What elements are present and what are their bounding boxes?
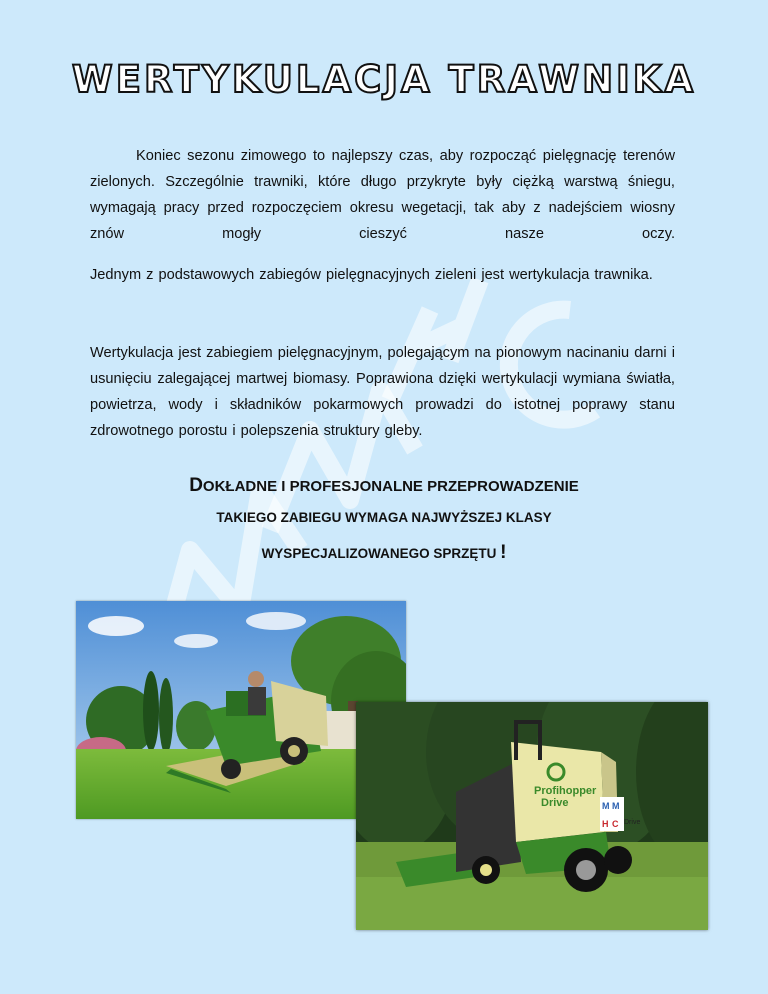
page-title: WERTYKULACJA TRAWNIKA (71, 58, 697, 101)
callout-line-1 (0, 475, 768, 497)
mower-photo-profihopper (356, 702, 708, 930)
logo-letter-1: M (602, 801, 610, 811)
brand-label: Profihopper (534, 785, 597, 797)
second-paragraph: Jednym z podstawowych zabiegów pielęgnacyjnych zieleni jest wertykulacja trawnika. (90, 267, 653, 283)
logo-letter-2: M (612, 801, 620, 811)
callout-line-3-text: WYSPECJALIZOWANEGO SPRZĘTU (261, 546, 497, 561)
callout-line-1-text: OKŁADNE I PROFESJONALNE PRZEPROWADZENIE (202, 478, 579, 495)
logo-letter-4: C (612, 819, 619, 829)
badge-label: Drive (624, 819, 641, 826)
callout-initial: D (189, 475, 203, 496)
callout-line-2: TAKIEGO ZABIEGU WYMAGA NAJWYŻSZEJ KLASY (216, 510, 552, 525)
third-paragraph: Wertykulacja jest zabiegiem pielęgnacyjnym, polegającym na pionowym nacinaniu darni i usunięciu zalegającej martwej biomasy. Poprawiona dzięki wertykulacji wymiana światła, powietrza, wody i składników pokarmowych prowadzi do istotnej poprawy stanu zdrowotnego porostu i polepszenia struktury gleby. (90, 345, 675, 439)
intro-paragraph: Koniec sezonu zimowego to najlepszy czas, aby rozpocząć pielęgnację terenów zielonych. Szczególnie trawniki, które długo przykryte były ciężką warstwą śniegu, wymagają pracy przed rozpoczęciem okresu wegetacji, tak aby z nadejściem wiosny znów mogły cieszyć nasze oczy. (90, 148, 675, 242)
callout-exclamation: ! (500, 542, 507, 563)
callout-line-3 (0, 542, 768, 564)
model-label: Drive (541, 797, 569, 809)
logo-letter-3: H (602, 819, 609, 829)
